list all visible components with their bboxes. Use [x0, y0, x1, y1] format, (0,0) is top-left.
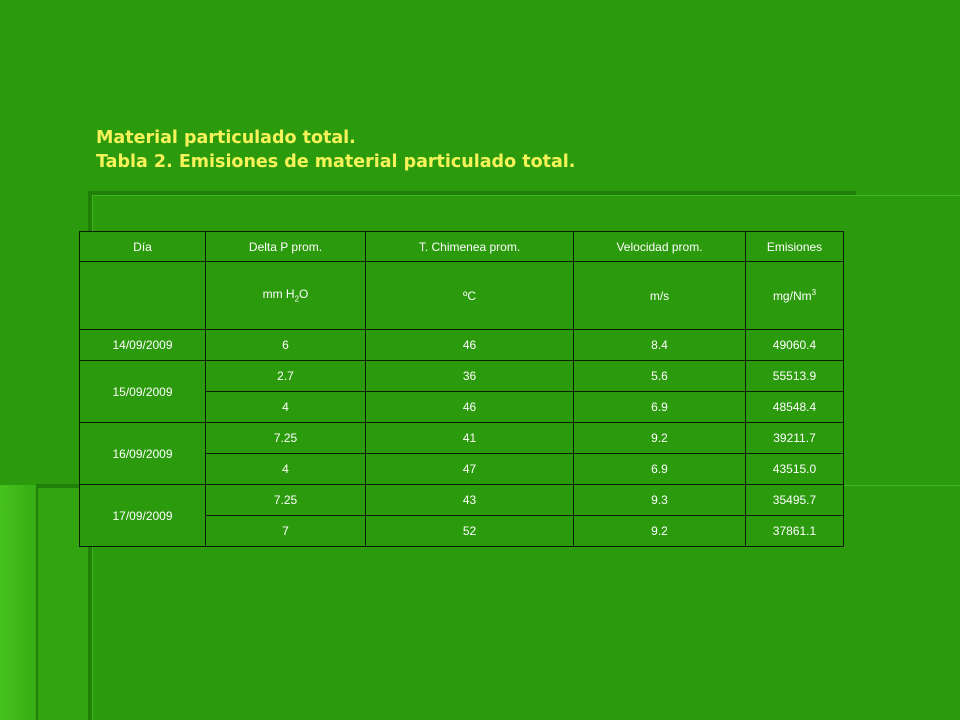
unit-emissions-base: mg/Nm — [772, 289, 812, 303]
temperature-cell: 43 — [366, 485, 574, 516]
unit-cell-day — [80, 262, 206, 330]
table-row — [80, 485, 844, 516]
velocity-cell: 9.2 — [574, 423, 746, 454]
temperature-cell: 41 — [366, 423, 574, 454]
header-cell-temperature: T. Chimenea prom. — [366, 232, 574, 262]
velocity-cell: 6.9 — [574, 392, 746, 423]
emissions-cell: 37861.1 — [746, 516, 844, 547]
table-row — [80, 361, 844, 392]
velocity-cell: 9.2 — [574, 516, 746, 547]
temperature-cell: 47 — [366, 454, 574, 485]
date-cell: 14/09/2009 — [80, 330, 206, 361]
slide-title-line-1: Material particulado total. — [96, 128, 356, 148]
table-units-row — [80, 262, 844, 330]
velocity-cell: 5.6 — [574, 361, 746, 392]
table-header-row — [80, 232, 844, 262]
emissions-table — [79, 231, 844, 547]
emissions-cell: 55513.9 — [746, 361, 844, 392]
decorative-band-left — [0, 485, 36, 720]
unit-cell-emissions — [746, 262, 844, 330]
emissions-cell: 48548.4 — [746, 392, 844, 423]
delta-p-cell: 2.7 — [206, 361, 366, 392]
velocity-cell: 8.4 — [574, 330, 746, 361]
header-cell-velocity: Velocidad prom. — [574, 232, 746, 262]
slide-title-line-2: Tabla 2. Emisiones de material particulado total. — [96, 152, 576, 172]
unit-cell-velocity: m/s — [574, 262, 746, 330]
temperature-cell: 46 — [366, 392, 574, 423]
unit-cell-temperature: ºC — [366, 262, 574, 330]
emissions-cell: 43515.0 — [746, 454, 844, 485]
date-cell: 16/09/2009 — [80, 423, 206, 485]
delta-p-cell: 7 — [206, 516, 366, 547]
emissions-cell: 35495.7 — [746, 485, 844, 516]
delta-p-cell: 6 — [206, 330, 366, 361]
delta-p-cell: 4 — [206, 454, 366, 485]
unit-emissions-superscript: 3 — [811, 288, 817, 297]
date-cell: 17/09/2009 — [80, 485, 206, 547]
velocity-cell: 9.3 — [574, 485, 746, 516]
emissions-cell: 39211.7 — [746, 423, 844, 454]
header-cell-emissions: Emisiones — [746, 232, 844, 262]
delta-p-cell: 4 — [206, 392, 366, 423]
slide-title — [96, 126, 575, 174]
temperature-cell: 52 — [366, 516, 574, 547]
decorative-line-lower-vertical — [36, 484, 38, 720]
date-cell: 15/09/2009 — [80, 361, 206, 423]
emissions-cell: 49060.4 — [746, 330, 844, 361]
temperature-cell: 36 — [366, 361, 574, 392]
delta-p-cell: 7.25 — [206, 485, 366, 516]
unit-delta-p-base: mm H — [262, 287, 295, 302]
header-cell-day: Día — [80, 232, 206, 262]
unit-delta-p-tail: O — [299, 287, 309, 302]
decorative-line-top-highlight — [88, 195, 960, 196]
velocity-cell: 6.9 — [574, 454, 746, 485]
unit-cell-delta-p — [206, 262, 366, 330]
unit-delta-p-subscript: 2 — [294, 294, 300, 304]
temperature-cell: 46 — [366, 330, 574, 361]
delta-p-cell: 7.25 — [206, 423, 366, 454]
table-row — [80, 330, 844, 361]
header-cell-delta-p: Delta P prom. — [206, 232, 366, 262]
table-row — [80, 423, 844, 454]
